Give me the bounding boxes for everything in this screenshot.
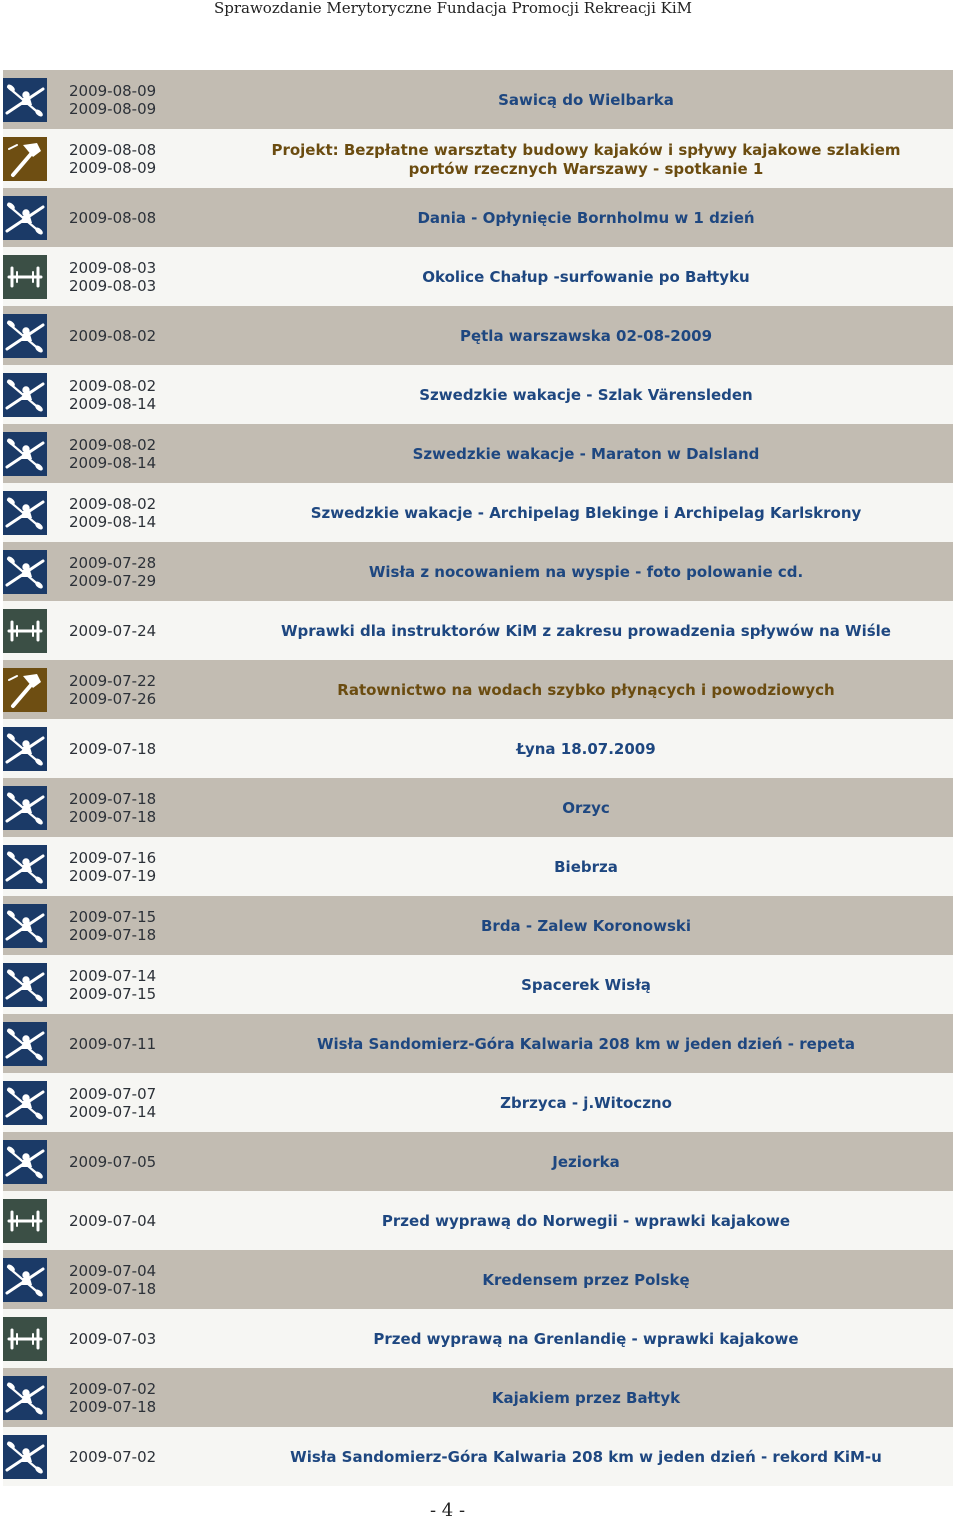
event-dates [47, 1014, 219, 1073]
event-title-cell [219, 1309, 953, 1368]
event-icon-cell [3, 1427, 47, 1486]
event-start-date: 2009-07-04 [69, 1261, 157, 1280]
training-icon [3, 255, 47, 299]
event-icon-cell [3, 1073, 47, 1132]
event-start-date: 2009-07-04 [69, 1211, 157, 1230]
event-title-link[interactable]: Ratownictwo na wodach szybko płynących i powodziowych [337, 681, 835, 699]
event-title-link[interactable]: Szwedzkie wakacje - Szlak Värensleden [419, 386, 753, 404]
event-start-date: 2009-07-16 [69, 848, 157, 867]
event-row [3, 955, 953, 1014]
event-end-date: 2009-07-26 [69, 689, 157, 708]
event-end-date: 2009-08-09 [69, 158, 157, 177]
event-title-link[interactable]: Okolice Chałup -surfowanie po Bałtyku [422, 268, 750, 286]
event-icon-cell [3, 129, 47, 188]
event-title-cell [219, 365, 953, 424]
event-row [3, 188, 953, 247]
event-title-cell [219, 129, 953, 188]
event-title-cell [219, 1427, 953, 1486]
event-dates [47, 188, 219, 247]
event-dates [47, 70, 219, 129]
event-dates [47, 365, 219, 424]
event-icon-cell [3, 1014, 47, 1073]
event-end-date: 2009-07-18 [69, 1397, 157, 1416]
event-title-link[interactable]: Wisła z nocowaniem na wyspie - foto polowanie cd. [368, 563, 804, 581]
event-icon-cell [3, 1191, 47, 1250]
event-title-link[interactable]: Wisła Sandomierz-Góra Kalwaria 208 km w jeden dzień - repeta [316, 1035, 856, 1053]
kayak-icon [3, 1258, 47, 1302]
event-row [3, 1309, 953, 1368]
kayak-icon [3, 314, 47, 358]
event-start-date: 2009-08-02 [69, 494, 157, 513]
event-title-cell [219, 1132, 953, 1191]
event-start-date: 2009-08-02 [69, 376, 157, 395]
event-row [3, 1132, 953, 1191]
event-title-link[interactable]: Pętla warszawska 02-08-2009 [459, 327, 713, 345]
event-row [3, 1191, 953, 1250]
event-dates [47, 424, 219, 483]
event-title-cell [219, 896, 953, 955]
event-icon-cell [3, 306, 47, 365]
event-dates [47, 1132, 219, 1191]
event-end-date: 2009-08-09 [69, 99, 157, 118]
event-start-date: 2009-07-02 [69, 1379, 157, 1398]
event-dates [47, 483, 219, 542]
training-icon [3, 1317, 47, 1361]
event-title-cell [219, 1250, 953, 1309]
training-icon [3, 609, 47, 653]
event-icon-cell [3, 1309, 47, 1368]
event-row [3, 837, 953, 896]
event-dates [47, 778, 219, 837]
kayak-icon [3, 727, 47, 771]
event-start-date: 2009-07-22 [69, 671, 157, 690]
event-end-date: 2009-07-18 [69, 807, 157, 826]
event-icon-cell [3, 896, 47, 955]
kayak-icon [3, 786, 47, 830]
event-dates [47, 306, 219, 365]
event-start-date: 2009-07-15 [69, 907, 157, 926]
event-end-date: 2009-07-15 [69, 984, 157, 1003]
event-icon-cell [3, 365, 47, 424]
event-title-cell [219, 601, 953, 660]
kayak-icon [3, 904, 47, 948]
event-start-date: 2009-07-05 [69, 1152, 157, 1171]
event-dates [47, 955, 219, 1014]
event-title-link[interactable]: Dania - Opłynięcie Bornholmu w 1 dzień [417, 209, 755, 227]
event-row [3, 247, 953, 306]
event-dates [47, 601, 219, 660]
kayak-icon [3, 963, 47, 1007]
event-title-cell [219, 70, 953, 129]
event-title-link[interactable]: Szwedzkie wakacje - Archipelag Blekinge i Archipelag Karlskrony [310, 504, 862, 522]
event-row [3, 129, 953, 188]
event-title-cell [219, 1191, 953, 1250]
event-title-cell [219, 247, 953, 306]
event-title-cell [219, 542, 953, 601]
kayak-icon [3, 550, 47, 594]
event-title-link[interactable]: Wprawki dla instruktorów KiM z zakresu prowadzenia spływów na Wiśle [281, 622, 891, 640]
event-start-date: 2009-07-11 [69, 1034, 157, 1053]
event-row [3, 1250, 953, 1309]
event-end-date: 2009-08-14 [69, 394, 157, 413]
event-title-link[interactable]: Kredensem przez Polskę [482, 1271, 690, 1289]
event-end-date: 2009-07-29 [69, 571, 157, 590]
training-icon [3, 1199, 47, 1243]
event-icon-cell [3, 719, 47, 778]
event-title-cell [219, 1368, 953, 1427]
event-icon-cell [3, 601, 47, 660]
event-icon-cell [3, 660, 47, 719]
event-title-link[interactable]: Sawicą do Wielbarka [498, 91, 674, 109]
event-table [3, 70, 953, 1486]
kayak-icon [3, 1376, 47, 1420]
event-end-date: 2009-07-18 [69, 925, 157, 944]
event-icon-cell [3, 1132, 47, 1191]
event-title-link[interactable]: Łyna 18.07.2009 [516, 740, 656, 758]
event-start-date: 2009-08-03 [69, 258, 157, 277]
event-row [3, 1073, 953, 1132]
kayak-icon [3, 1081, 47, 1125]
event-row [3, 778, 953, 837]
event-start-date: 2009-07-24 [69, 621, 157, 640]
hammer-icon [3, 668, 47, 712]
hammer-icon [3, 137, 47, 181]
event-title-cell [219, 424, 953, 483]
event-dates [47, 837, 219, 896]
event-title-link[interactable]: Przed wyprawą do Norwegii - wprawki kajakowe [381, 1212, 791, 1230]
event-icon-cell [3, 483, 47, 542]
event-dates [47, 719, 219, 778]
event-title-cell [219, 719, 953, 778]
event-start-date: 2009-08-08 [69, 208, 157, 227]
event-dates [47, 896, 219, 955]
event-start-date: 2009-07-18 [69, 739, 157, 758]
event-title-cell [219, 1073, 953, 1132]
event-row [3, 70, 953, 129]
event-title-cell [219, 1014, 953, 1073]
event-dates [47, 129, 219, 188]
event-end-date: 2009-08-14 [69, 512, 157, 531]
event-title-link[interactable]: Jeziorka [552, 1153, 620, 1171]
event-icon-cell [3, 424, 47, 483]
event-row [3, 542, 953, 601]
event-start-date: 2009-07-28 [69, 553, 157, 572]
event-row [3, 896, 953, 955]
event-title-link[interactable]: Orzyc [562, 799, 610, 817]
event-title-link[interactable]: Kajakiem przez Bałtyk [491, 1389, 681, 1407]
event-dates [47, 542, 219, 601]
event-title-cell [219, 660, 953, 719]
event-row [3, 365, 953, 424]
event-row [3, 1427, 953, 1486]
event-start-date: 2009-07-07 [69, 1084, 157, 1103]
event-dates [47, 1073, 219, 1132]
event-title-link[interactable]: Wisła Sandomierz-Góra Kalwaria 208 km w jeden dzień - rekord KiM-u [290, 1448, 882, 1466]
kayak-icon [3, 491, 47, 535]
event-icon-cell [3, 1368, 47, 1427]
event-start-date: 2009-07-14 [69, 966, 157, 985]
event-dates [47, 247, 219, 306]
event-end-date: 2009-07-19 [69, 866, 157, 885]
event-title-link[interactable]: Biebrza [554, 858, 618, 876]
event-dates [47, 660, 219, 719]
event-title-link[interactable]: Spacerek Wisłą [521, 976, 651, 994]
event-start-date: 2009-07-18 [69, 789, 157, 808]
event-title-link[interactable]: Zbrzyca - j.Witoczno [500, 1094, 672, 1112]
event-icon-cell [3, 837, 47, 896]
event-icon-cell [3, 247, 47, 306]
event-icon-cell [3, 542, 47, 601]
event-title-link[interactable]: Szwedzkie wakacje - Maraton w Dalsland [412, 445, 760, 463]
event-start-date: 2009-08-08 [69, 140, 157, 159]
event-end-date: 2009-07-18 [69, 1279, 157, 1298]
kayak-icon [3, 373, 47, 417]
kayak-icon [3, 78, 47, 122]
kayak-icon [3, 196, 47, 240]
event-row [3, 424, 953, 483]
event-end-date: 2009-07-14 [69, 1102, 157, 1121]
event-title-link[interactable]: Projekt: Bezpłatne warsztaty budowy kajaków i spływy kajakowe szlakiem portów rzecznych Warszawy - spotkanie 1 [271, 140, 901, 178]
event-row [3, 660, 953, 719]
event-row [3, 483, 953, 542]
event-icon-cell [3, 1250, 47, 1309]
event-icon-cell [3, 70, 47, 129]
event-start-date: 2009-08-02 [69, 435, 157, 454]
event-dates [47, 1427, 219, 1486]
event-end-date: 2009-08-03 [69, 276, 157, 295]
event-list [3, 70, 953, 1486]
event-dates [47, 1250, 219, 1309]
event-title-cell [219, 778, 953, 837]
event-end-date: 2009-08-14 [69, 453, 157, 472]
event-start-date: 2009-08-02 [69, 326, 157, 345]
event-row [3, 1368, 953, 1427]
kayak-icon [3, 1140, 47, 1184]
page-number: - 4 - [430, 1500, 466, 1521]
event-title-cell [219, 837, 953, 896]
event-row [3, 719, 953, 778]
event-row [3, 1014, 953, 1073]
event-title-cell [219, 483, 953, 542]
kayak-icon [3, 1022, 47, 1066]
event-dates [47, 1191, 219, 1250]
event-dates [47, 1309, 219, 1368]
event-title-cell [219, 188, 953, 247]
event-title-cell [219, 955, 953, 1014]
event-start-date: 2009-07-03 [69, 1329, 157, 1348]
event-title-cell [219, 306, 953, 365]
event-title-link[interactable]: Przed wyprawą na Grenlandię - wprawki kajakowe [373, 1330, 799, 1348]
kayak-icon [3, 1435, 47, 1479]
event-title-link[interactable]: Brda - Zalew Koronowski [480, 917, 691, 935]
page-header: Sprawozdanie Merytoryczne Fundacja Promocji Rekreacji KiM [213, 0, 693, 17]
event-icon-cell [3, 188, 47, 247]
kayak-icon [3, 432, 47, 476]
event-start-date: 2009-07-02 [69, 1447, 157, 1466]
event-row [3, 601, 953, 660]
event-start-date: 2009-08-09 [69, 81, 157, 100]
kayak-icon [3, 845, 47, 889]
event-icon-cell [3, 955, 47, 1014]
event-row [3, 306, 953, 365]
event-dates [47, 1368, 219, 1427]
event-icon-cell [3, 778, 47, 837]
